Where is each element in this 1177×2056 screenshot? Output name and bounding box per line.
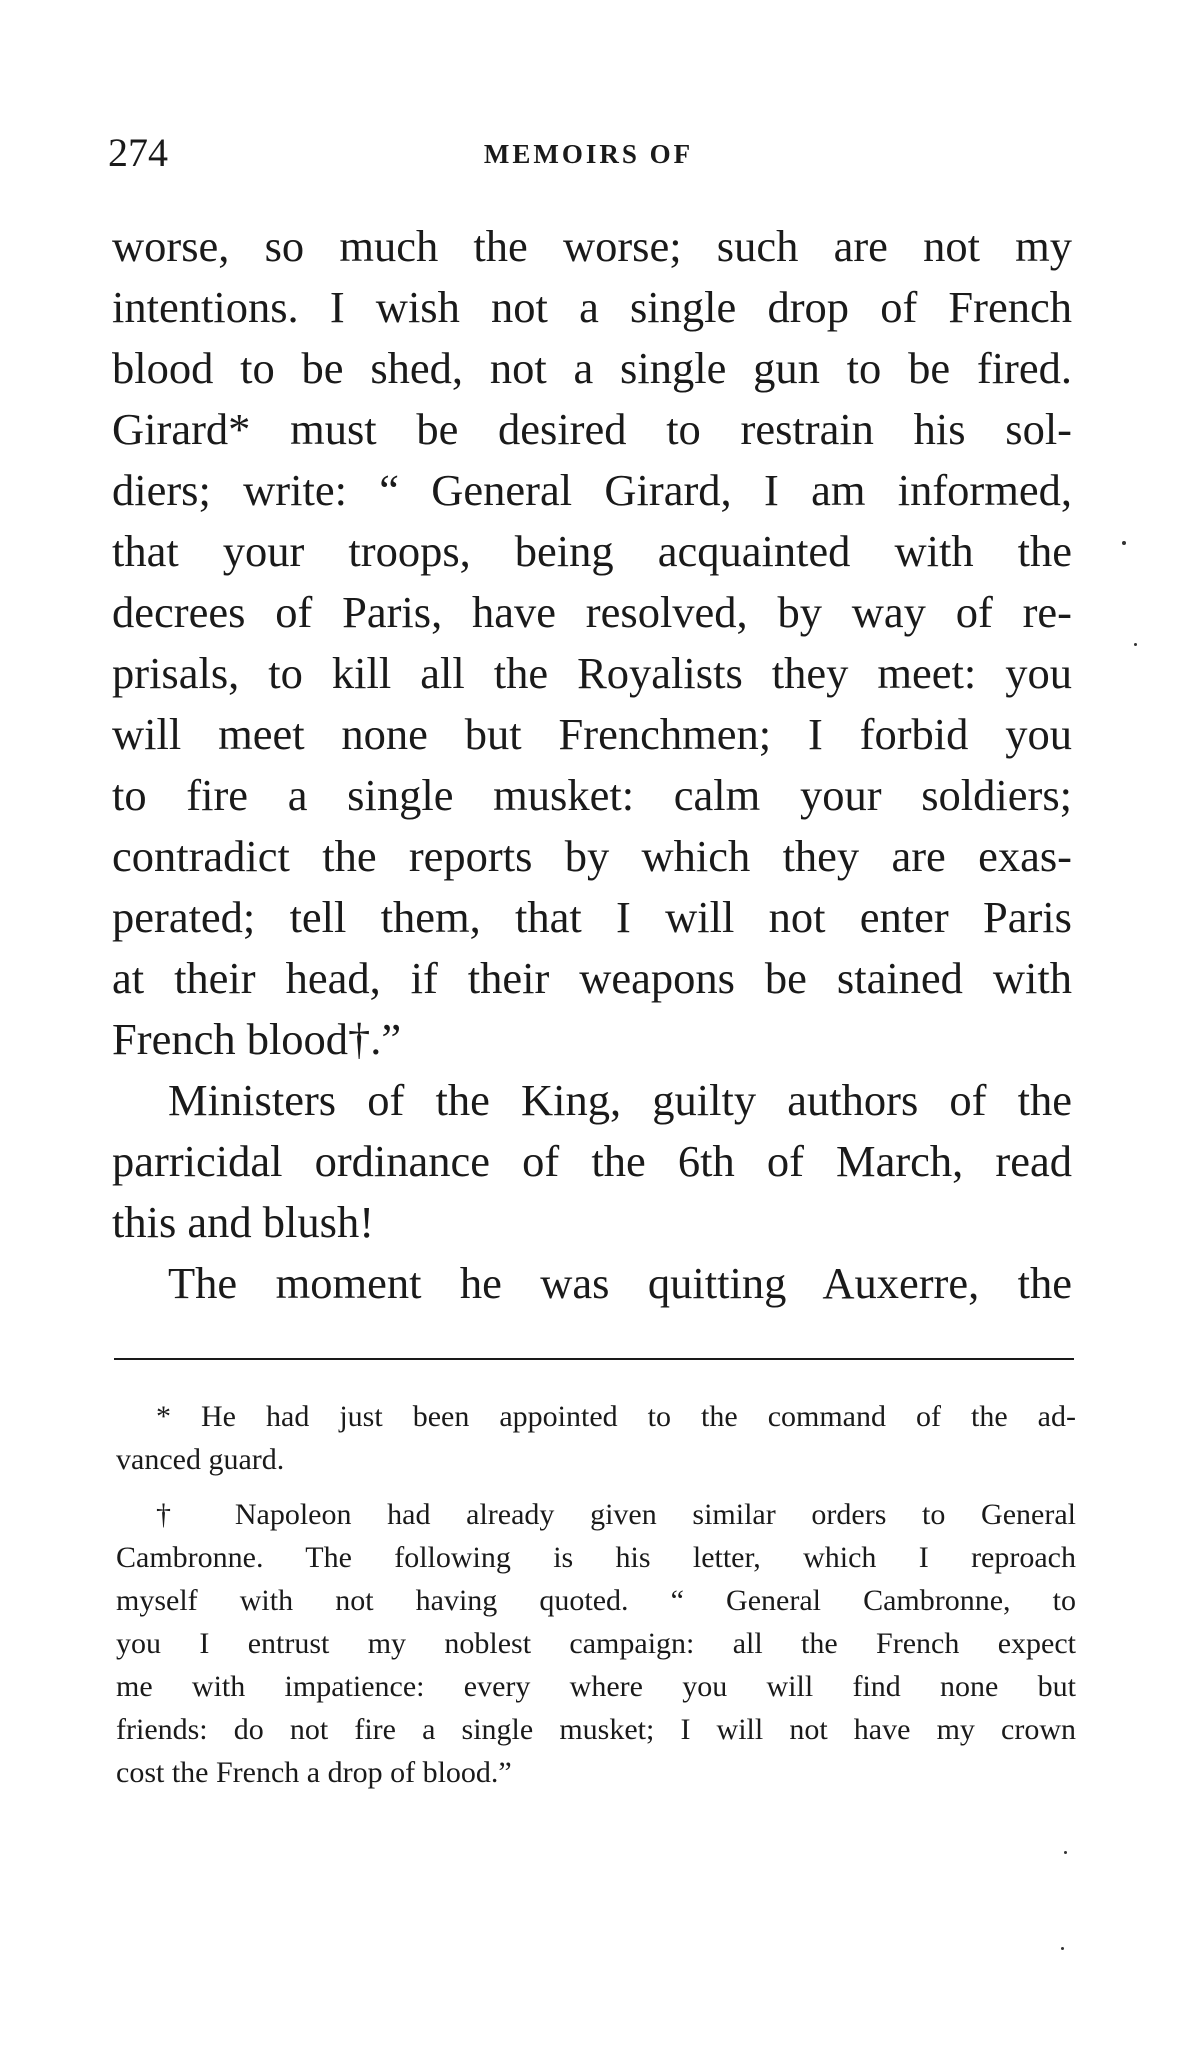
body-line: at their head, if their weapons be stained with xyxy=(112,953,1072,1003)
body-line: to fire a single musket: calm your soldiers; xyxy=(112,770,1072,820)
body-line: perated; tell them, that I will not enter Paris xyxy=(112,892,1072,942)
body-line: diers; write: “ General Girard, I am informed, xyxy=(112,465,1072,515)
body-line: decrees of Paris, have resolved, by way of re- xyxy=(112,587,1072,637)
ink-speck xyxy=(1064,1851,1067,1854)
body-line: will meet none but Frenchmen; I forbid you xyxy=(112,709,1072,759)
footnotes xyxy=(116,1395,1076,1794)
body-line: French blood†.” xyxy=(112,1014,402,1064)
footnote-line: myself with not having quoted. “ General Cambronne, to xyxy=(116,1584,1076,1617)
running-head: MEMOIRS OF xyxy=(483,139,694,169)
paragraph-start: Ministers of the King, guilty authors of the xyxy=(168,1075,1072,1125)
body-line: this and blush! xyxy=(112,1197,375,1247)
body-line: that your troops, being acquainted with the xyxy=(112,526,1072,576)
body-line: Girard* must be desired to restrain his sol- xyxy=(112,404,1072,454)
footnote-line: me with impatience: every where you will find none but xyxy=(116,1670,1076,1703)
body-line: blood to be shed, not a single gun to be fired. xyxy=(112,343,1072,393)
page-header xyxy=(108,128,1069,178)
footnote-line: * He had just been appointed to the command of the ad- xyxy=(156,1400,1076,1433)
page-number: 274 xyxy=(108,130,168,175)
paragraph-start: The moment he was quitting Auxerre, the xyxy=(168,1258,1072,1308)
ink-speck xyxy=(1122,541,1126,545)
footnote-line: Cambronne. The following is his letter, which I reproach xyxy=(116,1541,1076,1574)
body-line: worse, so much the worse; such are not my xyxy=(112,221,1072,271)
footnote-rule xyxy=(114,1358,1074,1360)
footnote-line: cost the French a drop of blood.” xyxy=(116,1756,512,1789)
body-line: intentions. I wish not a single drop of French xyxy=(112,282,1072,332)
ink-speck xyxy=(1061,1947,1064,1950)
body-line: parricidal ordinance of the 6th of March, read xyxy=(112,1136,1072,1186)
body-line: contradict the reports by which they are exas- xyxy=(112,831,1072,881)
footnote-line: † Napoleon had already given similar orders to General xyxy=(156,1498,1076,1531)
ink-speck xyxy=(1134,643,1137,646)
body-line: prisals, to kill all the Royalists they meet: you xyxy=(112,648,1072,698)
footnote-line: friends: do not fire a single musket; I will not have my crown xyxy=(116,1713,1076,1746)
body-text xyxy=(112,216,1072,1314)
footnote-line: you I entrust my noblest campaign: all the French expect xyxy=(116,1627,1076,1660)
footnote-line: vanced guard. xyxy=(116,1443,285,1476)
